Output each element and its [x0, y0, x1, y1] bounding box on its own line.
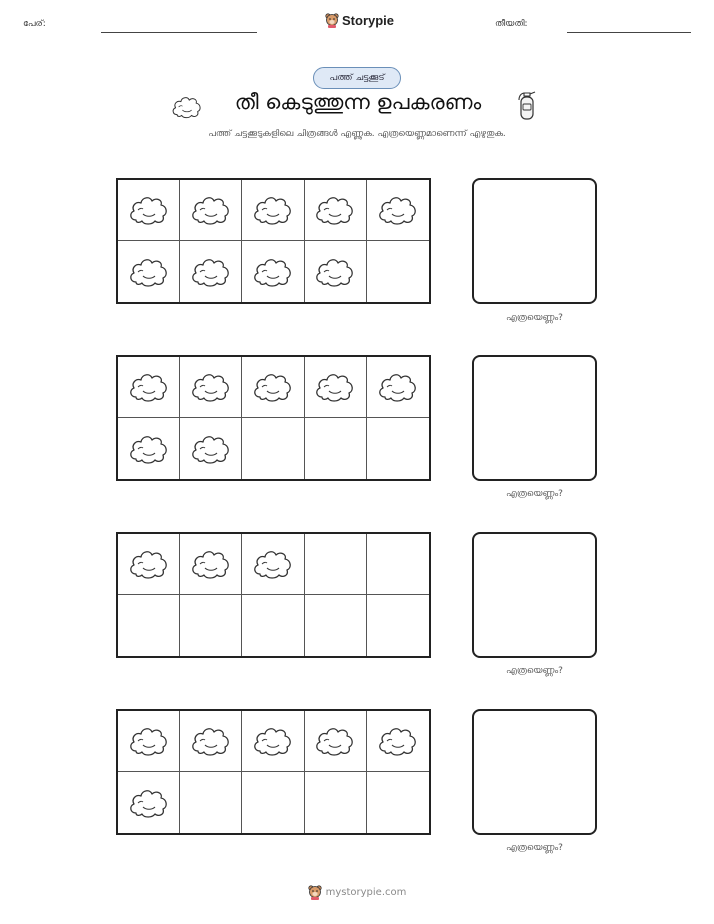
smoke-cloud-icon: [128, 724, 170, 758]
ten-frame-cell: [118, 595, 180, 656]
smoke-cloud-icon: [252, 724, 294, 758]
how-many-label: എത്രയെണ്ണം?: [506, 489, 563, 499]
ten-frame-cell: [367, 418, 429, 479]
ten-frame-cell: [242, 711, 304, 772]
smoke-cloud-icon: [190, 724, 232, 758]
ten-frame: [116, 355, 431, 481]
smoke-cloud-icon: [128, 193, 170, 227]
ten-frame-cell: [305, 534, 367, 595]
ten-frame-cell: [118, 534, 180, 595]
ten-frame-cell: [367, 772, 429, 833]
footer-site: mystorypie.com: [325, 886, 407, 898]
ten-frame-cell: [180, 534, 242, 595]
ten-frame-cell: [118, 772, 180, 833]
name-label: പേര്:: [23, 19, 46, 29]
date-line: [567, 32, 691, 33]
ten-frame-cell: [242, 418, 304, 479]
worksheet-title: തീ കെടുത്തുന്ന ഉപകരണം: [234, 90, 482, 114]
ten-frame: [116, 178, 431, 304]
ten-frame-cell: [180, 241, 242, 302]
ten-frame-cell: [305, 180, 367, 241]
ten-frame-cell: [367, 180, 429, 241]
smoke-cloud-icon: [252, 370, 294, 404]
smoke-cloud-icon: [377, 370, 419, 404]
badge-ten-frame: [313, 67, 401, 89]
ten-frame-cell: [367, 711, 429, 772]
smoke-cloud-icon: [314, 255, 356, 289]
smoke-cloud-icon: [128, 370, 170, 404]
ten-frame-cell: [367, 595, 429, 656]
answer-box[interactable]: [472, 532, 597, 658]
instruction-text: പത്ത് ചട്ടക്കൂടുകളിലെ ചിത്രങ്ങൾ എണ്ണുക. എത്രയെണ്ണമാണെന്ന് എഴുതുക.: [208, 129, 506, 139]
smoke-cloud-icon: [190, 432, 232, 466]
ten-frame-cell: [305, 241, 367, 302]
answer-box[interactable]: [472, 709, 597, 835]
smoke-cloud-icon: [128, 547, 170, 581]
smoke-cloud-icon: [314, 193, 356, 227]
ten-frame-cell: [118, 180, 180, 241]
smoke-cloud-icon: [252, 547, 294, 581]
badge-label: പത്ത് ചട്ടക്കൂട്: [329, 73, 385, 83]
answer-box[interactable]: [472, 178, 597, 304]
ten-frame-cell: [305, 357, 367, 418]
footer: [0, 884, 714, 900]
smoke-cloud-icon: [190, 547, 232, 581]
ten-frame-cell: [242, 534, 304, 595]
how-many-label: എത്രയെണ്ണം?: [506, 843, 563, 853]
smoke-cloud-icon: [128, 432, 170, 466]
ten-frame-cell: [242, 241, 304, 302]
how-many-label: എത്രയെണ്ണം?: [506, 666, 563, 676]
ten-frame-cell: [367, 534, 429, 595]
date-label: തീയതി:: [495, 19, 528, 29]
smoke-cloud-icon: [314, 724, 356, 758]
ten-frame-cell: [305, 772, 367, 833]
ten-frame-cell: [305, 711, 367, 772]
smoke-cloud-icon: [190, 193, 232, 227]
ten-frame-cell: [180, 595, 242, 656]
ten-frame-cell: [242, 180, 304, 241]
smoke-cloud-icon: [190, 370, 232, 404]
ten-frame-cell: [242, 595, 304, 656]
ten-frame-cell: [180, 180, 242, 241]
ten-frame-cell: [118, 357, 180, 418]
fire-extinguisher-icon: [515, 89, 539, 121]
ten-frame-cell: [180, 418, 242, 479]
ten-frame-cell: [242, 772, 304, 833]
brand-name: Storypie: [342, 12, 395, 28]
ten-frame-cell: [242, 357, 304, 418]
ten-frame-cell: [305, 595, 367, 656]
ten-frame-cell: [305, 418, 367, 479]
answer-box[interactable]: [472, 355, 597, 481]
smoke-cloud-icon: [314, 370, 356, 404]
smoke-cloud-icon: [252, 255, 294, 289]
how-many-label: എത്രയെണ്ണം?: [506, 313, 563, 323]
ten-frame-cell: [118, 241, 180, 302]
smoke-cloud-icon: [190, 255, 232, 289]
brand-logo: [325, 12, 394, 28]
ten-frame-cell: [118, 711, 180, 772]
ten-frame: [116, 709, 431, 835]
smoke-cloud-icon: [377, 193, 419, 227]
smoke-cloud-icon: [171, 94, 203, 120]
ten-frame-cell: [180, 772, 242, 833]
ten-frame-cell: [367, 357, 429, 418]
ten-frame-cell: [180, 711, 242, 772]
bear-mascot-icon: [308, 884, 322, 900]
bear-mascot-icon: [325, 12, 339, 28]
smoke-cloud-icon: [128, 255, 170, 289]
smoke-cloud-icon: [377, 724, 419, 758]
smoke-cloud-icon: [128, 786, 170, 820]
name-line: [101, 32, 257, 33]
smoke-cloud-icon: [252, 193, 294, 227]
ten-frame-cell: [118, 418, 180, 479]
ten-frame: [116, 532, 431, 658]
ten-frame-cell: [367, 241, 429, 302]
ten-frame-cell: [180, 357, 242, 418]
